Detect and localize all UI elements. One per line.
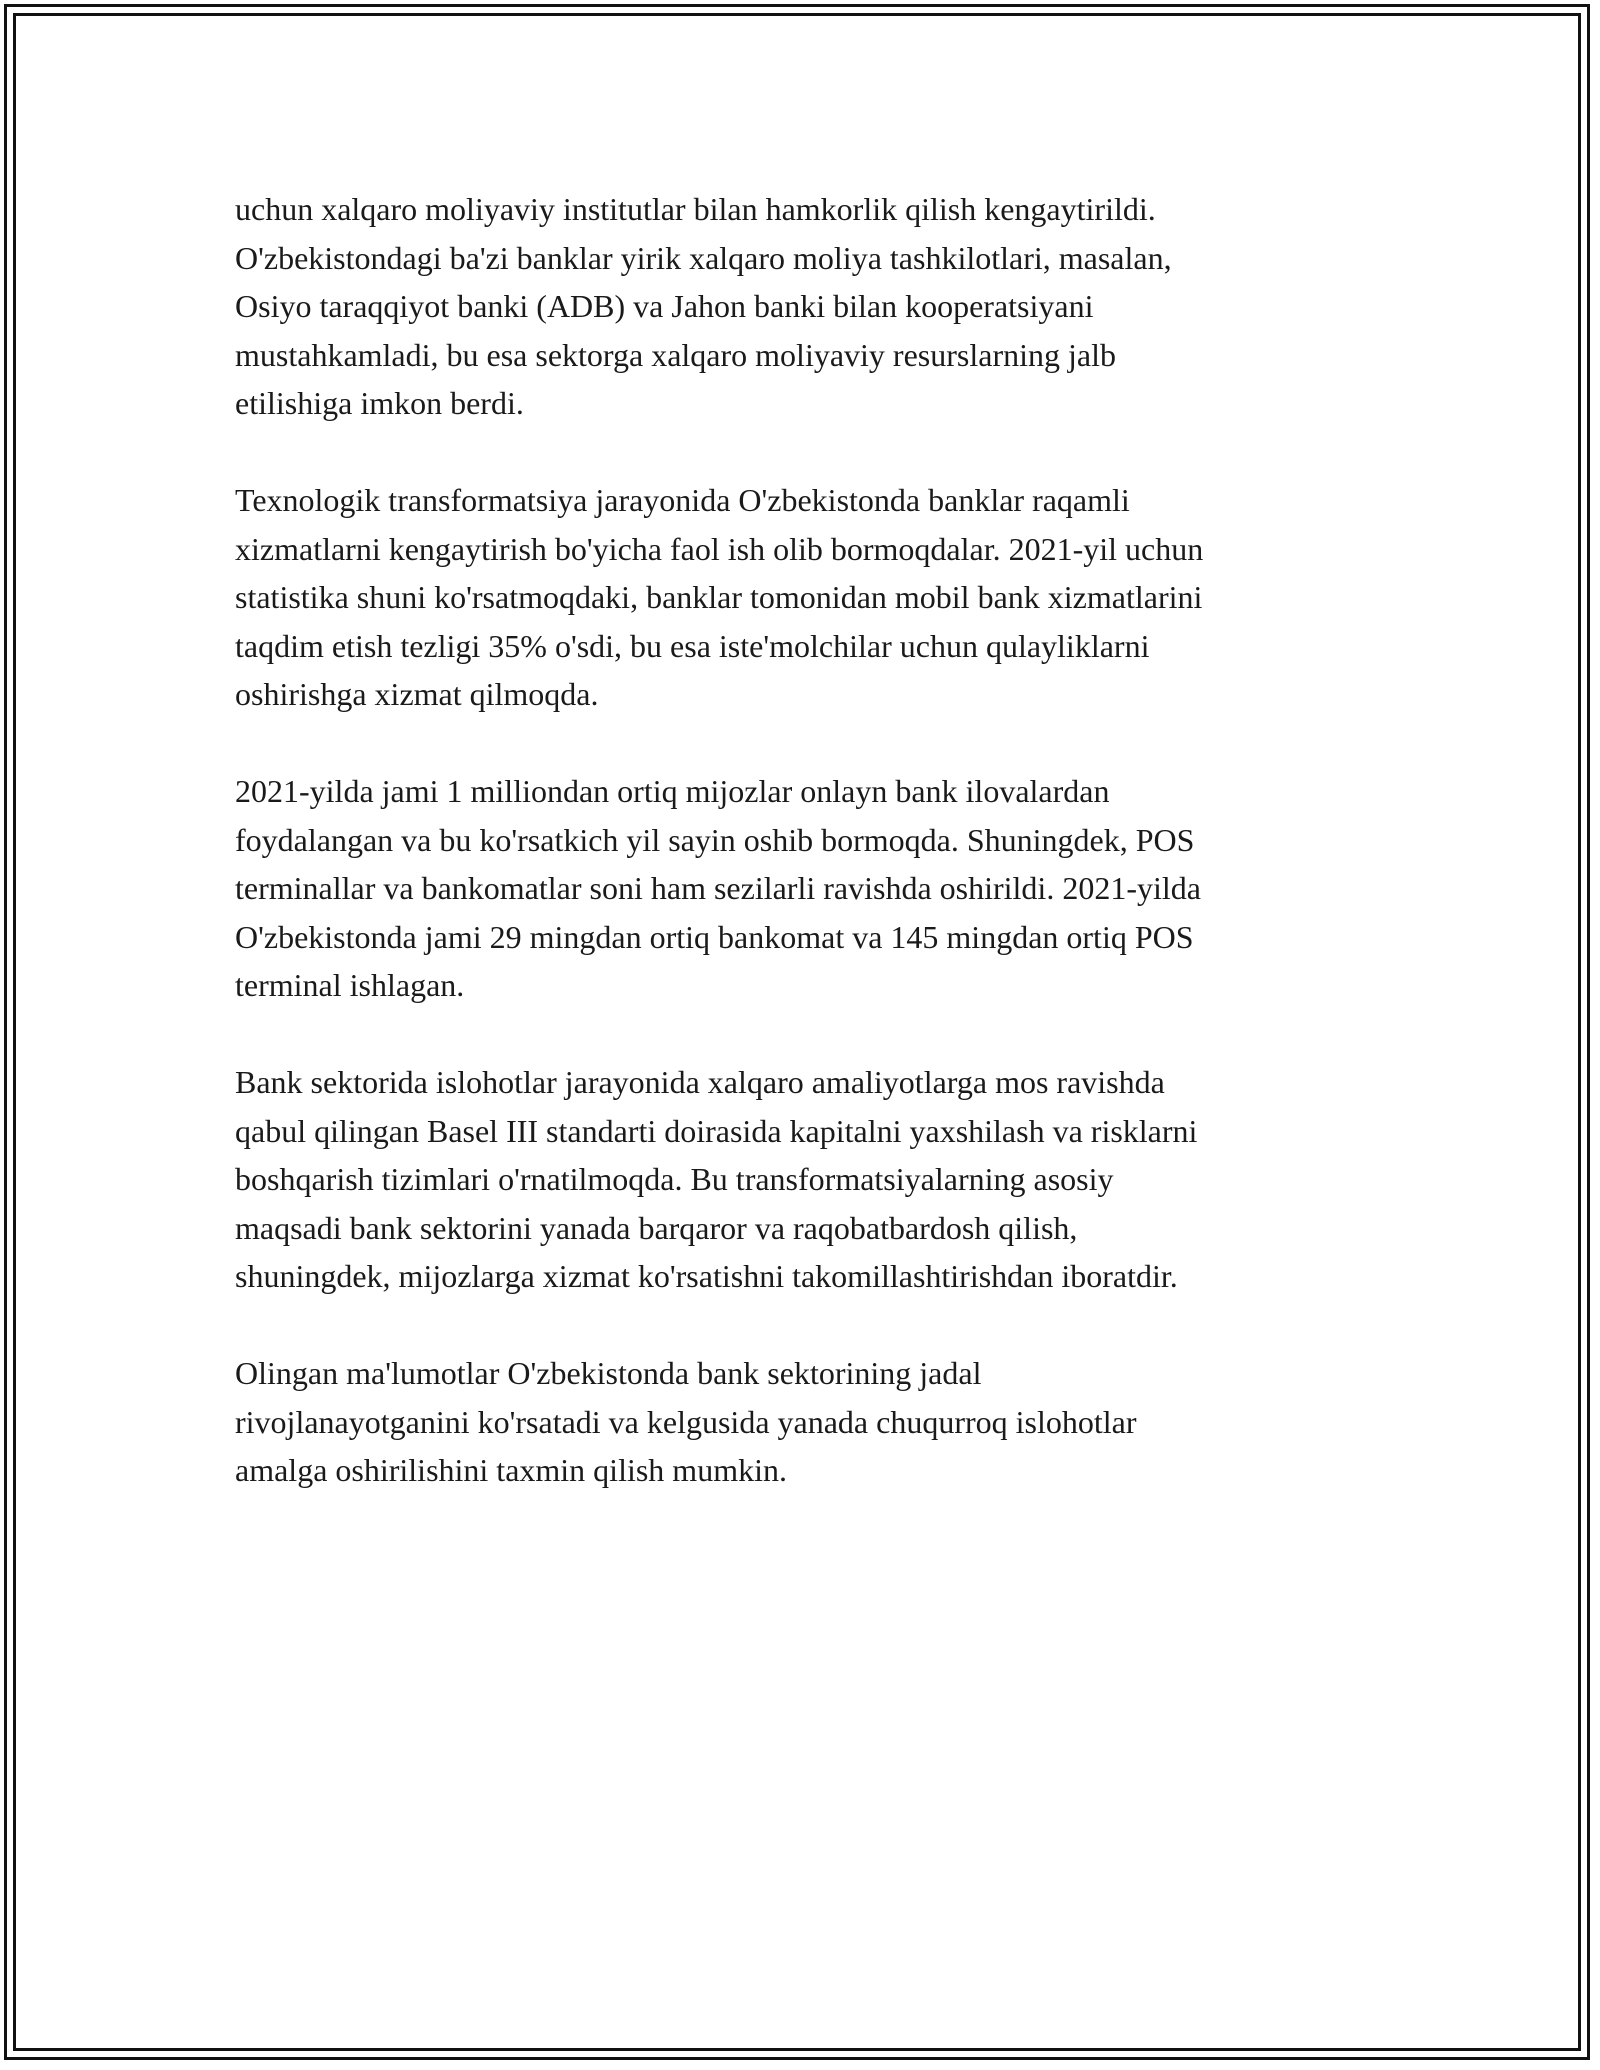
paragraph-technological-transformation: Texnologik transformatsiya jarayonida O'zbekistonda banklar raqamli xizmatlarni kengaytirish bo'yicha faol ish olib bormoqdalar. 2021-yil uchun statistika shuni ko'rsatmoqdaki, banklar tomonidan mobil bank xizmatlarini taqdim etish tezligi 35% o'sdi, bu esa iste'molchilar uchun qulayliklarni oshirishga xizmat qilmoqda. — [235, 482, 1204, 712]
paragraph-basel-reforms: Bank sektorida islohotlar jarayonida xalqaro amaliyotlarga mos ravishda qabul qilingan Basel III standarti doirasida kapitalni yaxshilash va risklarni boshqarish tizimlari o'rnatilmoqda. Bu transformatsiyalarning asosiy maqsadi bank sektorini yanada barqaror va raqobatbardosh qilish, shuningdek, mijozlarga xizmat ko'rsatishni takomillashtirishdan iboratdir. — [235, 1064, 1198, 1294]
document-body — [235, 185, 1365, 1495]
paragraph-international-cooperation: uchun xalqaro moliyaviy institutlar bilan hamkorlik qilish kengaytirildi. O'zbekistondagi ba'zi banklar yirik xalqaro moliya tashkilotlari, masalan, Osiyo taraqqiyot banki (ADB) va Jahon banki bilan kooperatsiyani mustahkamladi, bu esa sektorga xalqaro moliyaviy resurslarning jalb etilishiga imkon berdi. — [235, 191, 1172, 421]
paragraph-online-banking-statistics: 2021-yilda jami 1 milliondan ortiq mijozlar onlayn bank ilovalardan foydalangan va bu ko'rsatkich yil sayin oshib bormoqda. Shuningdek, POS terminallar va bankomatlar soni ham sezilarli ravishda oshirildi. 2021-yilda O'zbekistonda jami 29 mingdan ortiq bankomat va 145 mingdan ortiq POS terminal ishlagan. — [235, 773, 1201, 1003]
paragraph-conclusion: Olingan ma'lumotlar O'zbekistonda bank sektorining jadal rivojlanayotganini ko'rsatadi va kelgusida yanada chuqurroq islohotlar amalga oshirilishini taxmin qilish mumkin. — [235, 1355, 1137, 1488]
